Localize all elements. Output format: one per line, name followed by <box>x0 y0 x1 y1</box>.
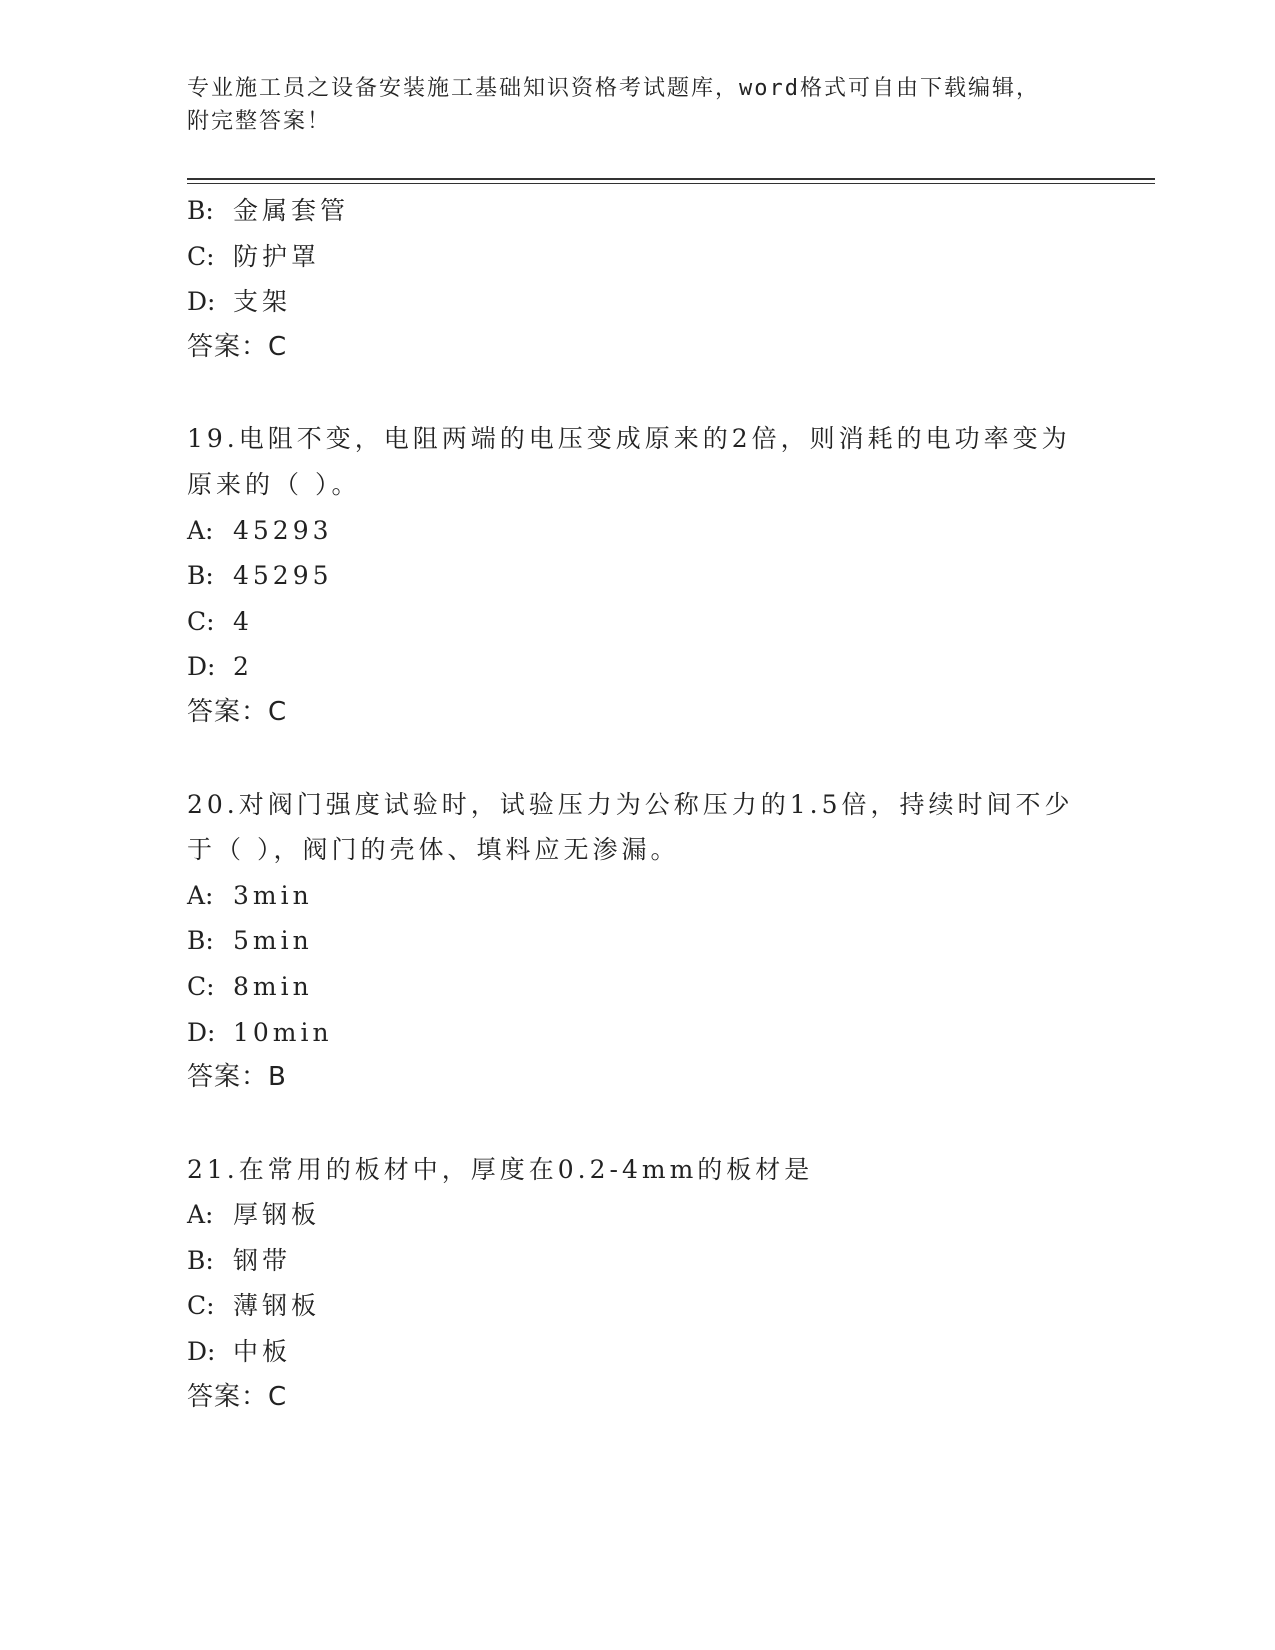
header-line-2: 附完整答案！ <box>187 109 332 134</box>
option-key: C: <box>187 606 215 636</box>
option-text: 厚钢板 <box>233 1200 321 1230</box>
option-b <box>187 553 1087 599</box>
option-d <box>187 1329 1087 1375</box>
question-18-continued <box>187 188 1087 370</box>
question-list <box>187 188 1087 1420</box>
option-c <box>187 599 1087 645</box>
option-key: C: <box>187 1291 215 1321</box>
question-text-line-1: 20.对阀门强度试验时，试验压力为公称压力的1.5倍，持续时间不少 <box>187 789 1074 819</box>
option-key: C: <box>187 241 215 271</box>
option-c <box>187 1283 1087 1329</box>
header-divider-thin <box>187 183 1155 184</box>
question-20 <box>187 782 1087 1101</box>
answer: 答案：C <box>187 1381 288 1412</box>
spacer <box>187 1101 1087 1147</box>
spacer <box>187 370 1087 416</box>
answer: 答案：C <box>187 331 288 362</box>
option-a <box>187 508 1087 554</box>
option-c <box>187 234 1087 280</box>
question-text-line-2: 于（ ），阀门的壳体、填料应无渗漏。 <box>187 835 680 865</box>
option-b <box>187 1238 1087 1284</box>
option-a <box>187 873 1087 919</box>
option-key: C: <box>187 971 215 1001</box>
question-21 <box>187 1147 1087 1421</box>
spacer <box>187 736 1087 782</box>
option-key: A: <box>187 1200 214 1230</box>
option-key: A: <box>187 515 214 545</box>
option-text: 支架 <box>233 287 292 317</box>
option-text: 10min <box>233 1017 333 1047</box>
option-c <box>187 964 1087 1010</box>
option-key: B: <box>187 1245 214 1275</box>
option-text: 45293 <box>233 515 333 545</box>
option-key: B: <box>187 196 214 225</box>
document-header <box>187 72 1067 138</box>
option-text: 3min <box>233 880 313 910</box>
option-text: 2 <box>233 652 253 682</box>
answer: 答案：C <box>187 696 288 727</box>
question-text-line-1: 19.电阻不变，电阻两端的电压变成原来的2倍，则消耗的电功率变为 <box>187 424 1071 454</box>
option-text: 4 <box>233 606 253 636</box>
option-text: 钢带 <box>233 1245 292 1275</box>
option-key: A: <box>187 880 214 910</box>
question-text-line-1: 21.在常用的板材中，厚度在0.2-4mm的板材是 <box>187 1154 814 1184</box>
option-d <box>187 1010 1087 1056</box>
option-text: 8min <box>233 971 313 1001</box>
option-a <box>187 1192 1087 1238</box>
option-key: D: <box>187 287 216 317</box>
question-text-line-2: 原来的（ ）。 <box>187 469 361 499</box>
header-divider-thick <box>187 178 1155 180</box>
option-d <box>187 644 1087 690</box>
option-key: D: <box>187 1337 216 1367</box>
option-text: 5min <box>233 926 313 956</box>
option-b <box>187 918 1087 964</box>
header-line-1: 专业施工员之设备安装施工基础知识资格考试题库，word格式可自由下载编辑， <box>187 76 1040 101</box>
option-key: B: <box>187 561 214 591</box>
option-text: 金属套管 <box>233 196 350 225</box>
option-b <box>187 188 1087 234</box>
option-key: D: <box>187 1017 216 1047</box>
option-text: 薄钢板 <box>233 1291 321 1321</box>
answer: 答案：B <box>187 1062 287 1093</box>
option-text: 防护罩 <box>233 241 321 271</box>
option-key: D: <box>187 652 216 682</box>
option-key: B: <box>187 926 214 956</box>
option-text: 中板 <box>233 1337 292 1367</box>
option-d <box>187 279 1087 325</box>
option-text: 45295 <box>233 561 333 591</box>
question-19 <box>187 416 1087 735</box>
